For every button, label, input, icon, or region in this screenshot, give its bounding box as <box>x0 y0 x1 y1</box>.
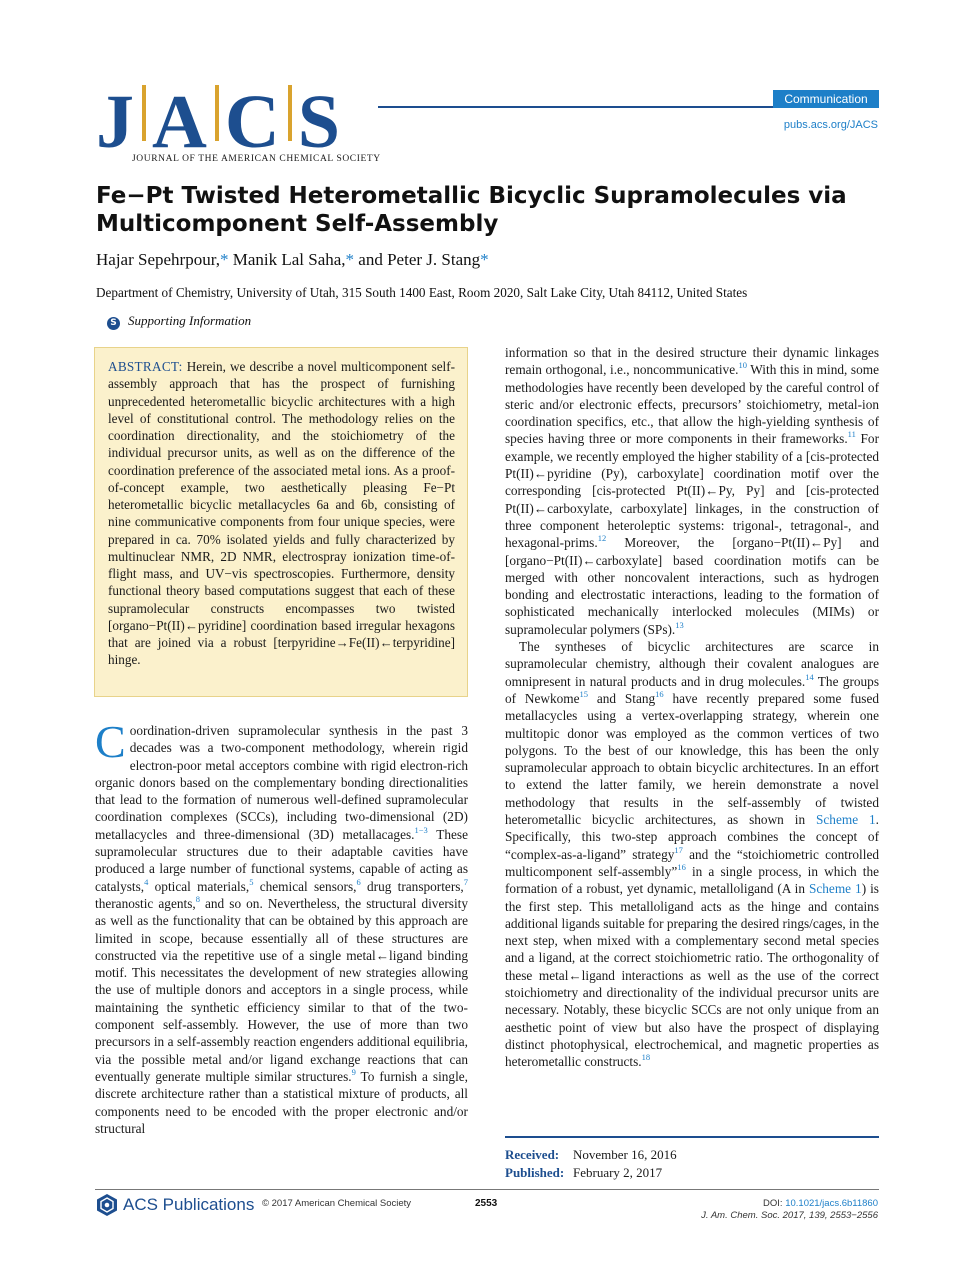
citation-ref[interactable]: 16 <box>677 861 686 872</box>
corresponding-mark[interactable]: * <box>480 250 489 269</box>
dates-rule <box>505 1136 879 1138</box>
received-label: Received: <box>505 1147 560 1162</box>
published-label: Published: <box>505 1164 565 1180</box>
citation-ref[interactable]: 12 <box>597 533 607 544</box>
citation-ref[interactable]: 13 <box>675 619 684 630</box>
abstract-text: Herein, we describe a novel multicomponent self-assembly approach that has the prospect of furnishing unprecedented heterometallic bicyclic architectures with a high level of constitutional control. The methodology relies on the coordination directionality, and the stoichiometry of the individual precursor units, as well as on the difference of the coordination preference of the associated metal ions. As a proof-of-concept example, two aesthetically pleasing Fe−Pt heterometallic bicyclic metallacycles 6a and 6b, consisting of nine communicative components from four unique species, were prepared in ca. 70% isolated yields and fully characterized by multinuclear NMR, 2D NMR, electrospray ionization time-of-flight mass, and UV−vis spectroscopies. Furthermore, density functional theory based computations suggest that each of these supramolecular constructs encompasses two twisted [organo−Pt(II)←pyridine] coordination based irregular hexagons that are joined via a robust [terpyridine→Fe(II)←terpyridine] hinge. <box>108 359 456 668</box>
logo-letters: J A C S <box>96 80 343 164</box>
article-dates <box>505 1146 677 1181</box>
copyright: © 2017 American Chemical Society <box>262 1198 412 1209</box>
citation-ref[interactable]: 10 <box>738 360 747 371</box>
body-column-left <box>95 716 468 1137</box>
citation-ref[interactable]: 4 <box>144 876 149 887</box>
citation-ref[interactable]: 17 <box>674 844 683 855</box>
author-name[interactable]: Hajar Sepehrpour, <box>96 250 220 269</box>
publisher-name: ACS Publications <box>123 1195 255 1214</box>
doi-block <box>701 1198 878 1222</box>
citation-ref[interactable]: 15 <box>579 688 589 699</box>
supporting-info-label: Supporting Information <box>128 313 252 328</box>
citation-ref[interactable]: 5 <box>249 876 254 887</box>
scheme-link[interactable]: Scheme 1 <box>816 812 876 828</box>
scheme-link[interactable]: Scheme 1 <box>808 881 862 897</box>
doi-link[interactable]: 10.1021/jacs.6b11860 <box>785 1198 878 1209</box>
citation-ref[interactable]: 9 <box>351 1066 356 1077</box>
article-type-badge: Communication <box>773 90 879 108</box>
citation-ref[interactable]: 6 <box>356 876 361 887</box>
journal-citation: J. Am. Chem. Soc. 2017, 139, 2553−2556 <box>701 1210 878 1221</box>
received-date: November 16, 2016 <box>573 1147 677 1162</box>
published-row <box>505 1164 677 1182</box>
acs-hexagon-icon <box>95 1193 119 1217</box>
article-title: Fe−Pt Twisted Heterometallic Bicyclic Supramolecules via Multicomponent Self-Assembly <box>96 183 847 237</box>
citation-ref[interactable]: 8 <box>195 893 200 904</box>
author-list <box>96 250 489 270</box>
journal-subtitle: JOURNAL OF THE AMERICAN CHEMICAL SOCIETY <box>132 154 381 164</box>
drop-cap: C <box>95 716 126 767</box>
citation-ref[interactable]: 11 <box>847 429 856 440</box>
author-name[interactable]: and Peter J. Stang <box>358 250 481 269</box>
supporting-info-icon: S <box>107 317 120 330</box>
doi-label: DOI: <box>763 1198 783 1209</box>
supporting-info-link[interactable] <box>107 313 251 330</box>
citation-ref[interactable]: 7 <box>463 876 468 887</box>
body-paragraph: Coordination-driven supramolecular synthesis in the past 3 decades was a two-component methodology, wherein rigid electron-poor metal acceptors combine with rigid electron-rich organic donors based on the complementary bonding directionalities that lead to the formation of numerous well-defined supramolecular coordination complexes (SCCs), including two-dimensional (2D) metallacycles and three-dimensional (3D) metallacages.$^{1-3}$ These supramolecular structures due to their adaptable cavities have produced a large number of functional systems, capable of acting as catalysts,$^4$ optical materials,$^5$ chemical sensors,$^6$ drug transporters,$^7$ theranostic agents,$^8$ and so on. Nevertheless, the structural diversity as well as the functionality that can be obtained by this approach are limited in scope, because essentially all of these structures are constructed via the repetitive use of a single metal←ligand binding motif. This necessitates the development of new strategies allowing the use of multiple donors and acceptors in a single process, while maintaining the synthetic efficiency similar to that of the two-component self-assembly. However, the use of more than two precursors in a self-assembly reaction engenders additional equilibria, via the possible metal and/or ligand exchange reactions that can eventually generate multiple similar structures.$^9$ To furnish a single, discrete architecture rather than a statistical mixture of products, all components need to be encoded with the proper electronic and/or structural <box>95 716 468 1136</box>
body-column-right <box>505 344 879 1070</box>
received-row <box>505 1146 677 1164</box>
journal-logo <box>96 80 381 164</box>
citation-ref[interactable]: 14 <box>805 671 814 682</box>
body-paragraph: information so that in the desired structure their dynamic linkages remain orthogonal, i.e., noncommunicative.$^{10}$ With this in mind, some methodologies have recently been developed by the careful control of steric and/or electronic effects, precursors’ stoichiometry, metal-ion coordination specifics, etc., that allow the high-yielding synthesis of species having three or more components in their frameworks.$^{11}$ For example, we recently employed the higher stability of a [cis-protected Pt(II)←pyridine (Py), carboxylate] coordination motif over the corresponding [cis-protected Pt(II)←Py, Py] and [cis-protected Pt(II)←carboxylate, carboxylate] linkages, in the construction of three component heteroleptic systems: trigonal-, tetragonal-, and hexagonal-prims.$^{12}$ Moreover, the [organo−Pt(II)←Py] and [organo−Pt(II)←carboxylate] based coordination motifs can be merged with other noncovalent interactions, such as hydrogen bonding and electrostatic interactions, leading to the formation of sophisticated mechanically interlocked molecules (MIMs) or supramolecular polymers (SPs).$^{13}$ <box>505 345 879 637</box>
acs-publications-logo[interactable] <box>95 1193 254 1219</box>
body-paragraph: The syntheses of bicyclic architectures are scarce in supramolecular chemistry, although their covalent analogues are omnipresent in natural products and in drug molecules.$^{14}$ The groups of Newkome$^{15}$ and Stang$^{16}$ have recently prepared some fused metallacycles using a vertex-overlapping strategy, wherein one multitopic donor was employed as the common vertices of two polygons. To the best of our knowledge, this has been the only supramolecular approach to obtain bicyclic architectures. In an effort to extend the latter family, we herein demonstrate a novel methodology that results in the self-assembly of twisted heterometallic bicyclic architectures, as shown in Scheme 1. Specifically, this two-step approach combines the concept of “complex-as-a-ligand” strategy$^{17}$ and the “stoichiometric controlled multicomponent self-assembly”$^{16}$ in a single process, in which the formation of a robust, yet dynamic, metalloligand (A in Scheme 1) is the first step. This metalloligand acts as the hinge and contains additional ligands suitable for preparing the desired rings/cages, in the next step, when mixed with a complementary second metal species and a ligand, at the correct stoichiometric ratio. The orthogonality of these metal←ligand interactions as well as the use of the correct stoichiometry and directionality of the individual precursor units are necessary. Notably, these bicyclic SCCs are not only unique from an aesthetic point of view but also have the prospect of displaying distinct photophysical, electrochemical, and magnetic properties as heterometallic constructs.$^{18}$ <box>505 639 880 1070</box>
corresponding-mark[interactable]: * <box>219 250 229 269</box>
journal-site-link[interactable]: pubs.acs.org/JACS <box>783 119 878 131</box>
author-name[interactable]: Manik Lal Saha, <box>232 250 346 269</box>
affiliation: Department of Chemistry, University of Utah, 315 South 1400 East, Room 2020, Salt Lake City, Utah 84112, United States <box>96 285 748 300</box>
footer-rule <box>95 1189 879 1190</box>
corresponding-mark[interactable]: * <box>345 250 355 269</box>
citation-ref[interactable]: 1−3 <box>414 824 428 835</box>
abstract-box <box>94 347 468 697</box>
published-date: February 2, 2017 <box>573 1164 663 1180</box>
citation-ref[interactable]: 16 <box>655 688 664 699</box>
page-number: 2553 <box>475 1198 498 1209</box>
abstract-label: ABSTRACT: <box>108 359 183 374</box>
citation-ref[interactable]: 18 <box>641 1052 651 1063</box>
